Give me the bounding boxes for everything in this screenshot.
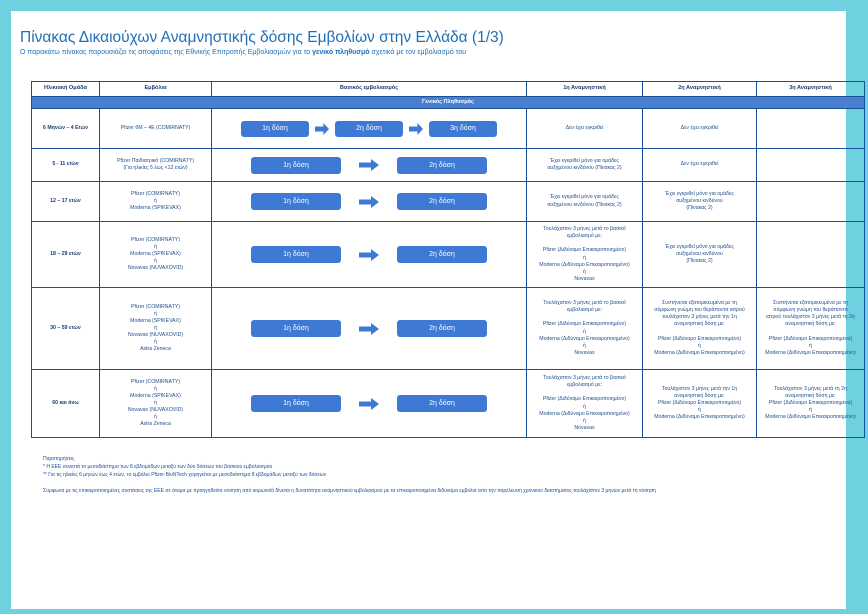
age-group: 18 – 29 ετών — [32, 222, 100, 288]
cell-line: Pfizer (COMIRNATY) — [131, 303, 180, 310]
cell-line: Pfizer (COMIRNATY) — [131, 190, 180, 197]
booster-2-cell — [643, 288, 757, 370]
cell-line: ή — [154, 414, 157, 421]
booster-1-cell — [527, 149, 643, 182]
page-subtitle — [20, 49, 466, 56]
arrow-right-icon — [409, 123, 423, 135]
dose-1-pill: 1η δόση — [251, 320, 341, 337]
cell-line: Moderna (Διδύναμο Επικαιροποιημένο) — [765, 414, 856, 421]
dose-2-pill: 2η δόση — [335, 121, 403, 137]
age-group: 6 Μηνών – 4 Ετών — [32, 109, 100, 149]
cell-line: Έχει εγκριθεί μόνο για ομάδες — [665, 243, 734, 250]
cell-line: Έχει εγκριθεί μόνο για ομάδες — [665, 190, 734, 197]
booster-3-cell — [757, 182, 865, 222]
cell-line: εμβολιασμό με: — [566, 382, 603, 389]
booster-2-cell — [643, 149, 757, 182]
header-age: Ηλικιακή Ομάδα — [32, 82, 100, 97]
dose-1-pill: 1η δόση — [251, 246, 341, 263]
dose-2-pill: 2η δόση — [397, 395, 487, 412]
cell-line: Moderna (SPIKEVAX) — [130, 250, 181, 257]
cell-line: Moderna (Διδύναμο Επικαιροποιημένο) — [765, 349, 856, 356]
cell-line: Δεν έχει εγκριθεί — [680, 161, 719, 168]
cell-line: Moderna (SPIKEVAX) — [130, 392, 181, 399]
cell-line: Pfizer (COMIRNATY) — [131, 378, 180, 385]
cell-line: Pfizer (Διδύναμο Επικαιροποιημένο) — [542, 247, 627, 254]
cell-line: αυξημένου κινδύνου — [676, 250, 723, 257]
cell-line: Pfizer (Διδύναμο Επικαιροποιημένο) — [542, 396, 627, 403]
cell-line: Έχει εγκριθεί μόνο για ομάδες — [550, 194, 619, 201]
cell-line: ή — [154, 324, 157, 331]
cell-line: Συστήνεται εξατομικευμένα με τη — [773, 300, 848, 307]
table-row — [32, 149, 865, 182]
subtitle-post: σχετικά με τον εμβολιασμό του — [369, 49, 467, 56]
cell-line: Δεν έχει εγκριθεί — [565, 124, 604, 131]
cell-line: Pfizer (COMIRNATY) — [131, 236, 180, 243]
cell-line — [645, 329, 754, 336]
cell-line: Pfizer (Διδύναμο Επικαιροποιημένο) — [542, 321, 627, 328]
cell-line: ή — [154, 310, 157, 317]
table-row — [32, 288, 865, 370]
cell-line: Novavax (NUVAXOVID) — [127, 332, 184, 338]
booster-1-cell — [527, 370, 643, 438]
cell-line: ή — [583, 417, 586, 424]
cell-line: τουλάχιστον 3 μήνες μετά την 1η — [662, 314, 737, 321]
cell-line: ή — [583, 268, 586, 275]
dose-2-pill: 2η δόση — [397, 193, 487, 210]
arrow-right-icon — [315, 123, 329, 135]
cell-line: ή — [154, 399, 157, 406]
cell-line — [759, 329, 862, 336]
cell-line: (Για ηλικίες 5 έως <12 ετών) — [123, 165, 188, 171]
page-title: Πίνακας Δικαιούχων Αναμνηστικής δόσης Εμβολίων στην Ελλάδα (1/3) — [20, 29, 504, 46]
cell-line: εμβολιασμό με: — [566, 233, 603, 240]
general-population-band: Γενικός Πληθυσμός — [32, 97, 865, 109]
cell-line: Novavax — [574, 424, 595, 431]
cell-line: Moderna (Διδύναμο Επικαιροποιημένο) — [539, 335, 630, 342]
note-line: ** Για τις ηλικίες 6 μηνών έως 4 ετών, το εμβόλιο Pfizer-BioNTech χορηγείται με μεσοδιάστημα 8 εβδομάδων μεταξύ των δόσεων — [43, 471, 327, 478]
subtitle-bold: γενικό πληθυσμό — [312, 49, 370, 56]
dose-3-pill: 3η δόση — [429, 121, 497, 137]
arrow-right-icon — [359, 398, 379, 410]
cell-line: ή — [698, 342, 701, 349]
primary-schedule — [212, 288, 527, 370]
table-row — [32, 222, 865, 288]
cell-line: ή — [154, 243, 157, 250]
note-line: * Η ΕΕΕ συνιστά το μεσοδιάστημα των 8 εβδομάδων μεταξύ των δύο δόσεων του βασικού εμβολιασμού — [43, 463, 273, 470]
cell-line: Τουλάχιστον 3 μήνες μετά το βασικό — [543, 300, 626, 307]
cell-line: αναμνηστική δόση με: — [785, 392, 836, 399]
cell-line: Novavax (NUVAXOVID) — [127, 265, 184, 272]
dose-flow — [214, 395, 524, 412]
cell-line: Τουλάχιστον 3 μήνες μετά το βασικό — [543, 226, 626, 233]
vaccination-table — [31, 81, 865, 438]
dose-flow — [214, 121, 524, 137]
booster-3-cell — [757, 149, 865, 182]
cell-line: ή — [583, 254, 586, 261]
notes — [43, 456, 326, 479]
age-group: 60 και άνω — [32, 370, 100, 438]
cell-line: αυξημένου κινδύνου (Πίνακας 2) — [547, 201, 622, 208]
dose-1-pill: 1η δόση — [251, 193, 341, 210]
primary-schedule — [212, 222, 527, 288]
cell-line: Novavax — [574, 275, 595, 282]
cell-line: Moderna (SPIKEVAX) — [130, 317, 181, 324]
age-group: 5 - 11 ετών — [32, 149, 100, 182]
footer-note: Σύμφωνα με τις επικαιροποιημένες συστάσεις της ΕΕΕ σε άτομα με προηγηθείσα νόσηση από κορωνοϊό δίνεται η δυνατότητα αναμνηστικού εμβολιασμού με τα επικαιροποιημένα διδύναμα εμβόλια από την παρέλευση χρονικού διαστήματος τουλάχιστον 3 μηνών μετά τη νόσηση — [43, 488, 656, 494]
cell-line: ή — [583, 328, 586, 335]
booster-3-cell — [757, 370, 865, 438]
cell-line: Τουλάχιστον 3 μήνες μετά το βασικό — [543, 375, 626, 382]
cell-line: ή — [154, 258, 157, 264]
header-booster-2: 2η Αναμνηστική — [643, 82, 757, 97]
arrow-right-icon — [359, 249, 379, 261]
primary-schedule — [212, 109, 527, 149]
booster-1-cell — [527, 288, 643, 370]
cell-line: Moderna (Διδύναμο Επικαιροποιημένο) — [539, 410, 630, 417]
cell-line: ή — [809, 407, 812, 413]
subtitle-pre: Ο παρακάτω πίνακας παρουσιάζει τις αποφάσεις της Εθνικής Επιτροπής Εμβολιασμών για το — [20, 49, 313, 56]
cell-line: Novavax (NUVAXOVID) — [127, 407, 184, 413]
booster-3-cell — [757, 222, 865, 288]
cell-line: σύμφωνη γνώμη του θεράποντα ιατρού — [654, 307, 745, 314]
booster-3-cell — [757, 288, 865, 370]
cell-line: Moderna (Διδύναμο Επικαιροποιημένο) — [539, 261, 630, 268]
cell-line: ιατρού τουλάχιστον 3 μήνες μετά τη 2η — [766, 314, 855, 321]
cell-line: αναμνηστική δόση με: — [674, 321, 725, 328]
header-booster-1: 1η Αναμνηστική — [527, 82, 643, 97]
cell-line: Moderna (Διδύναμο Επικαιροποιημένο) — [654, 349, 745, 356]
booster-2-cell — [643, 370, 757, 438]
age-group: 30 – 59 ετών — [32, 288, 100, 370]
dose-flow — [214, 193, 524, 210]
booster-2-cell — [643, 222, 757, 288]
arrow-right-icon — [359, 159, 379, 171]
cell-line: ή — [154, 339, 157, 346]
booster-2-cell — [643, 109, 757, 149]
vaccine-list — [100, 222, 212, 288]
booster-1-cell — [527, 222, 643, 288]
cell-line: Moderna (SPIKEVAX) — [130, 205, 181, 211]
vaccine-list — [100, 149, 212, 182]
cell-line: σύμφωνη γνώμη του θεράποντα — [773, 307, 848, 314]
vaccine-list — [100, 109, 212, 149]
primary-schedule — [212, 370, 527, 438]
cell-line: αναμνηστική δόση με: — [674, 392, 725, 399]
cell-line: (Πίνακας 2) — [686, 205, 713, 211]
cell-line: ή — [809, 342, 812, 349]
cell-line: αυξημένου κινδύνου — [676, 197, 723, 204]
cell-line: Έχει εγκριθεί μόνο για ομάδες — [550, 157, 619, 164]
note-line: Παρατηρήσεις — [43, 456, 75, 462]
cell-line: Pfizer (Διδύναμο Επικαιροποιημένο) — [768, 399, 853, 406]
dose-1-pill: 1η δόση — [251, 395, 341, 412]
cell-line: Pfizer 6M – 4E (COMIRNATY) — [120, 124, 191, 131]
cell-line: Moderna (Διδύναμο Επικαιροποιημένο) — [654, 414, 745, 421]
cell-line: ή — [583, 342, 586, 349]
arrow-right-icon — [359, 323, 379, 335]
table-row — [32, 109, 865, 149]
cell-line: ή — [698, 407, 701, 413]
header-vaccine: Εμβόλια — [100, 82, 212, 97]
cell-line: ή — [583, 403, 586, 410]
cell-line: Pfizer (Διδύναμο Επικαιροποιημένο) — [768, 335, 853, 342]
age-group: 12 – 17 ετών — [32, 182, 100, 222]
booster-2-cell — [643, 182, 757, 222]
vaccine-list — [100, 182, 212, 222]
header-primary: Βασικός εμβολιασμός — [212, 82, 527, 97]
booster-3-cell — [757, 109, 865, 149]
dose-2-pill: 2η δόση — [397, 246, 487, 263]
vaccine-list — [100, 370, 212, 438]
dose-1-pill: 1η δόση — [251, 157, 341, 174]
arrow-right-icon — [359, 196, 379, 208]
cell-line: αναμνηστική δόση με: — [785, 321, 836, 328]
primary-schedule — [212, 182, 527, 222]
cell-line: αυξημένου κινδύνου (Πίνακας 2) — [547, 165, 622, 171]
dose-2-pill: 2η δόση — [397, 320, 487, 337]
dose-2-pill: 2η δόση — [397, 157, 487, 174]
cell-line: Τουλάχιστον 3 μήνες μετά τη 2η — [774, 385, 847, 392]
dose-flow — [214, 246, 524, 263]
vaccine-list — [100, 288, 212, 370]
table-row — [32, 182, 865, 222]
table-row — [32, 370, 865, 438]
cell-line: Pfizer Παιδιατρικό (COMIRNATY) — [117, 157, 194, 164]
cell-line: (Πίνακας 2) — [686, 258, 713, 264]
booster-1-cell — [527, 182, 643, 222]
booster-1-cell — [527, 109, 643, 149]
cell-line: Astra Zeneca — [140, 346, 171, 353]
dose-1-pill: 1η δόση — [241, 121, 309, 137]
cell-line: Pfizer (Διδύναμο Επικαιροποιημένο) — [657, 335, 742, 342]
dose-flow — [214, 157, 524, 174]
cell-line: ή — [154, 385, 157, 392]
cell-line: εμβολιασμό με: — [566, 307, 603, 314]
header-booster-3: 3η Αναμνηστική — [757, 82, 865, 97]
cell-line: Astra Zeneca — [140, 421, 171, 428]
cell-line: Pfizer (Διδύναμο Επικαιροποιημένο) — [657, 399, 742, 406]
primary-schedule — [212, 149, 527, 182]
dose-flow — [214, 320, 524, 337]
cell-line: Τουλάχιστον 3 μήνες μετά την 1η — [661, 385, 738, 392]
cell-line: Συστήνεται εξατομικευμένα με τη — [662, 300, 737, 307]
cell-line: Δεν έχει εγκριθεί — [680, 124, 719, 131]
cell-line: Novavax — [574, 349, 595, 356]
cell-line: ή — [154, 197, 157, 204]
